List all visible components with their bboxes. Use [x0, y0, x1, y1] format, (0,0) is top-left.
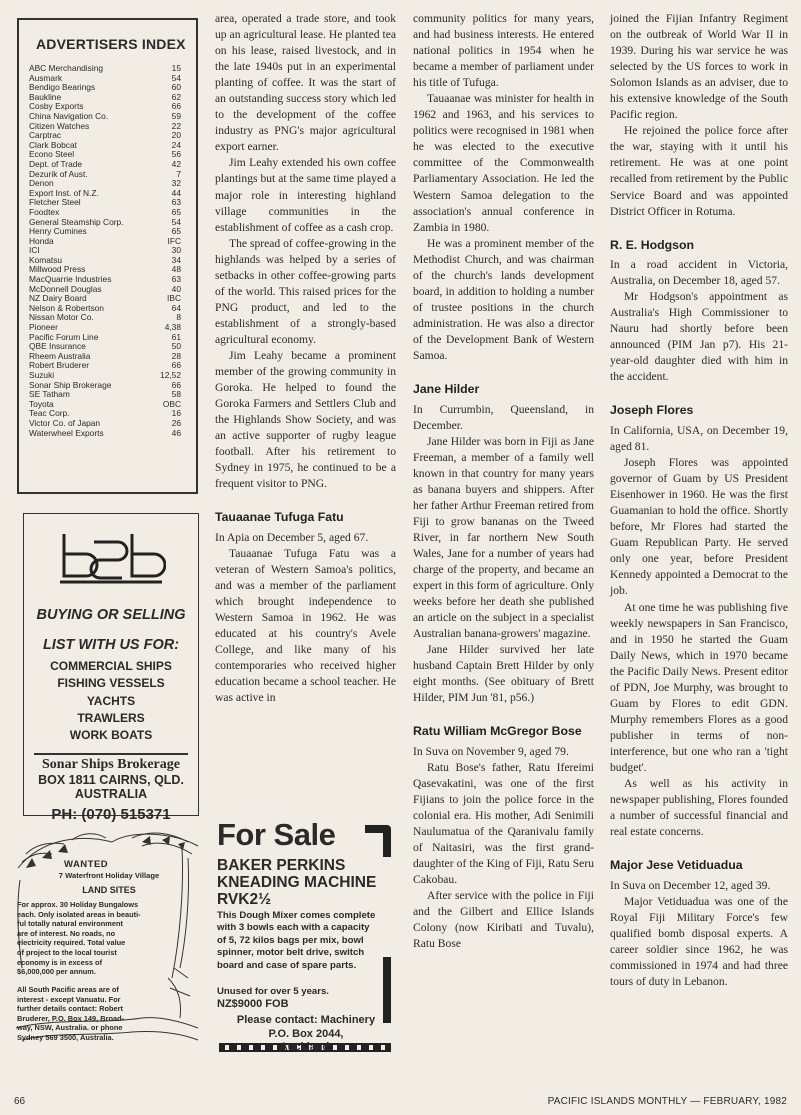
for-sale-machine — [217, 857, 376, 908]
contact-line: Auckland. — [279, 1041, 333, 1053]
advertiser-page: 32 — [171, 178, 181, 189]
machine-line: RVK2½ — [217, 891, 271, 908]
advertiser-name: Foodtex — [29, 206, 60, 217]
wanted-line: electricity required. Total value — [17, 938, 126, 948]
article-paragraph: Joseph Flores was appointed governor of Guam by US President Eisenhower in 1960. He was the first Guamanian to hold the office. Shortly before, Mr Flores had started the Guam Republican Party. He served only one year, before President Kennedy appointed a Democrat to the job. — [610, 456, 788, 598]
article-paragraph: In Currumbin, Queensland, in December. — [413, 402, 594, 432]
advertiser-page: 65 — [171, 226, 181, 237]
advertiser-page: 46 — [171, 427, 181, 438]
advertiser-page: 24 — [171, 139, 181, 150]
advertiser-name: Ausmark — [29, 72, 63, 83]
wanted-subheading: 7 Waterfront Holiday Village — [58, 871, 160, 880]
advertiser-name: Dept. of Trade — [29, 158, 83, 169]
for-sale-ad — [215, 817, 396, 1057]
article-paragraph: At one time he was publishing five weekly newspapers in San Francisco, and in 1950 he started the Guam Daily News, which in 1970 became the Pacific Daily News. Present editor of PDN, Joe Murphy, was brought to Guam by Flores to edit GDN. Murphy remembers Flores as a good publisher in terms of non-interference, but one who ran a 'tight budget'. — [610, 600, 788, 774]
advertiser-page: 50 — [171, 341, 181, 352]
obituary-heading: Jane Hilder — [413, 382, 480, 397]
article-column-3 — [610, 11, 788, 990]
advertiser-page: 22 — [171, 120, 181, 131]
article-paragraph: As well as his activity in newspaper publishing, Flores founded a number of successful financial and real estate concerns. — [610, 777, 788, 839]
bsb-logo — [56, 526, 166, 588]
sonar-item: YACHTS — [86, 693, 136, 708]
obituary-heading: Joseph Flores — [610, 403, 694, 418]
advertiser-page: 15 — [171, 63, 181, 73]
wanted-line: For approx. 30 Holiday Bungalows — [17, 900, 139, 909]
advertiser-name: MacQuarrie Industries — [29, 274, 112, 285]
for-sale-price — [217, 985, 329, 1011]
list-with-us-line: LIST WITH US FOR: — [42, 637, 180, 653]
advertiser-page: 60 — [171, 82, 181, 93]
advertiser-page: IBC — [167, 293, 181, 304]
article-column-2 — [413, 11, 594, 953]
article-paragraph: After service with the police in Fiji and the Gilbert and Ellice Islands Colony (now Kiribati and Tuvalu), Ratu Bose — [413, 889, 594, 951]
wanted-line: $6,000,000 per annum. — [17, 967, 96, 977]
advertiser-name: Robert Bruderer — [29, 360, 90, 371]
page-number: 66 — [14, 1096, 26, 1107]
advertiser-page: 54 — [171, 216, 181, 227]
advertiser-name: Nelson & Robertson — [29, 302, 104, 313]
advertiser-name: Denon — [29, 178, 54, 189]
price-line: NZ$9000 FOB — [217, 998, 289, 1010]
advertiser-page: 65 — [171, 206, 181, 217]
contact-line: Please contact: Machinery — [236, 1014, 376, 1026]
advertiser-name: Rheem Australia — [29, 350, 91, 361]
article-paragraph: Ratu Bose's father, Ratu Ifereimi Qasevakatini, was one of the first Fijians to join the police force in the colonial era. His mother, Adi Senimili Naulumatua of the Qaranivalu family of Naitasiri, was the first grand-daughter of the King of Fiji, Ratu Seru Cakobau. — [413, 760, 594, 887]
article-paragraph: Tauaanae was minister for health in 1962 and 1963, and his services to politics were recognised in 1981 when he was elected to the executive committee of the Commonwealth Parliamentary Association. He led the Western Samoa delegation to the association's annual conference in Zambia in 1980. — [413, 92, 594, 234]
article-paragraph: In a road accident in Victoria, Australia, on December 18, aged 57. — [610, 258, 788, 288]
wanted-line: of project to the local tourist — [17, 947, 117, 957]
wanted-line: ful totally natural environment — [17, 919, 123, 929]
advertisers-list — [29, 64, 188, 438]
advertiser-name: General Steamship Corp. — [29, 216, 124, 227]
advertiser-name: Export Inst. of N.Z. — [29, 187, 99, 198]
article-paragraph: community politics for many years, and had business interests. He entered national politics in 1954 when he became a member of parliament under his title of Tufuga. — [413, 12, 594, 90]
advertiser-page: 40 — [171, 283, 181, 294]
advertiser-name: Clark Bobcat — [29, 139, 77, 150]
obituary-heading: Ratu William McGregor Bose — [413, 724, 582, 739]
wanted-line: Sydney 569 3500, Australia. — [17, 1032, 114, 1042]
advertiser-name: Suzuki — [29, 370, 55, 380]
advertiser-name: Citizen Watches — [29, 120, 90, 131]
wanted-line: interest - except Vanuatu. For — [17, 994, 121, 1004]
for-sale-description: This Dough Mixer comes complete with 3 bowls each with a capacity of 5, 72 kilos bags per mix, bowl spinner, motor belt drive, switch board and case of spare parts. — [217, 910, 376, 971]
advertiser-name: Bendigo Bearings — [29, 82, 96, 93]
advertiser-name: Henry Cumines — [29, 226, 87, 237]
advertiser-page: 44 — [171, 187, 181, 198]
obituary-heading: R. E. Hodgson — [610, 237, 695, 252]
article-paragraph: The spread of coffee-growing in the highlands was helped by a series of setbacks in other coffee-growing parts of the world. This raised prices for the PNG product, and led to the establishment of a strongly-based agricultural economy. — [215, 236, 396, 346]
advertiser-name: Victor Co. of Japan — [29, 417, 101, 428]
advertiser-page: 12,52 — [160, 370, 181, 380]
advertiser-page: 56 — [171, 149, 181, 160]
advertiser-page: 61 — [171, 331, 181, 342]
sonar-item: COMMERCIAL SHIPS — [50, 659, 172, 673]
for-sale-title: For Sale — [217, 817, 336, 852]
article-paragraph: In Suva on November 9, aged 79. — [413, 744, 569, 758]
for-sale-contact — [217, 1014, 395, 1055]
advertiser-name: Nissan Motor Co. — [29, 312, 94, 323]
advertiser-page: OBC — [162, 398, 181, 409]
wanted-paragraph-2 — [17, 985, 124, 1043]
advertiser-name: Teac Corp. — [29, 408, 70, 419]
article-column-1 — [215, 11, 396, 706]
wanted-line: each. Only isolated areas in beauti- — [17, 909, 141, 919]
wanted-line: further details contact: Robert — [17, 1004, 123, 1014]
advertiser-row — [29, 429, 188, 439]
sonar-box-address: BOX 1811 CAIRNS, QLD. — [38, 773, 184, 788]
sonar-phone: PH: (070) 515371 — [51, 806, 171, 824]
advertiser-page: 66 — [171, 101, 181, 112]
advertiser-page: 8 — [176, 312, 181, 323]
advertiser-name: Cosby Exports — [29, 101, 84, 112]
advertiser-row — [29, 237, 188, 247]
article-paragraph: Major Vetiduadua was one of the Royal Fiji Military Force's few qualified bomb disposal experts. A career soldier since 1962, he was commissioned in 1974 and had three tours of duty in Lebanon. — [610, 894, 788, 988]
wanted-line: Bruderer, P.O. Box 149, Broad- — [17, 1013, 125, 1023]
article-paragraph: In Apia on December 5, aged 67. — [215, 530, 369, 544]
article-paragraph: Mr Hodgson's appointment as Australia's High Commissioner to Nauru had shortly before been announced (PIM Jan p7). His 21-year-old daughter died with him in the accident. — [610, 290, 788, 384]
sonar-item: FISHING VESSELS — [57, 676, 165, 691]
sonar-item: TRAWLERS — [77, 710, 145, 725]
advertiser-page: 54 — [171, 72, 181, 83]
advertisers-index-title: ADVERTISERS INDEX — [36, 36, 186, 52]
wanted-paragraph-1 — [17, 900, 141, 977]
advertiser-page: 48 — [171, 264, 181, 275]
advertiser-name: Pioneer — [29, 322, 58, 333]
machine-line: BAKER PERKINS — [217, 857, 346, 874]
wanted-line: economy is in excess of — [17, 957, 103, 967]
sonar-country: AUSTRALIA — [74, 787, 148, 802]
sonar-ships-ad — [23, 513, 199, 824]
advertiser-page: 7 — [176, 168, 181, 179]
advertisers-index — [17, 18, 198, 494]
advertiser-name: McDonnell Douglas — [29, 283, 102, 294]
wanted-line: way, NSW, Australia. or phone — [17, 1023, 123, 1033]
advertiser-page: 34 — [171, 254, 181, 265]
advertiser-page: 16 — [171, 408, 181, 419]
advertiser-page: IFC — [167, 235, 181, 246]
price-line: Unused for over 5 years. — [217, 986, 329, 997]
advertiser-page: 64 — [171, 302, 181, 313]
advertiser-name: Baukline — [29, 91, 62, 102]
advertiser-name: SE Tatham — [29, 389, 70, 400]
buying-selling-line: BUYING OR SELLING — [36, 607, 186, 623]
advertiser-name: Komatsu — [29, 254, 63, 265]
advertiser-page: 63 — [171, 197, 181, 208]
advertiser-name: Toyota — [29, 398, 54, 409]
obituary-heading: Major Jese Vetiduadua — [610, 858, 743, 873]
advertiser-name: Sonar Ship Brokerage — [29, 379, 112, 390]
article-paragraph: He was a prominent member of the Methodist Church, and was chairman of the church's lands development board, in addition to holding a number of trustee positions in the church administration. He was also a director of the Development Bank of Western Samoa. — [413, 236, 594, 362]
contact-line: P.O. Box 2044, — [268, 1027, 344, 1040]
advertiser-name: Millwood Press — [29, 264, 86, 275]
advertiser-page: 30 — [171, 245, 181, 256]
advertiser-name: Dezurik of Aust. — [29, 168, 88, 179]
advertiser-page: 26 — [171, 417, 181, 428]
article-paragraph: Jane Hilder was born in Fiji as Jane Freeman, a member of a family well known in that country for many years as banana buyers and shippers. After her father Arthur Freeman retired from Fiji to grow bananas on the Tweed River, in far northern New South Wales, Jane for a number of years had charge of the property, and became an expert in this form of agriculture. Only weeks before her death she published an article on the subject in a specialist Australian banana-growers' magazine. — [413, 434, 594, 641]
advertiser-page: 20 — [171, 130, 181, 141]
publication-footer: PACIFIC ISLANDS MONTHLY — FEBRUARY, 1982 — [547, 1096, 787, 1107]
article-paragraph: area, operated a trade store, and took up an agricultural lease. He planted tea on his lease, raised livestock, and in the late 1940s put in an experimental planting of coffee. It was the start of an outstanding success story which led to the development of the coffee industry as PNG's major agricultural export earner. — [215, 12, 396, 154]
article-paragraph: In California, USA, on December 19, aged 81. — [610, 423, 788, 454]
advertiser-name: Fletcher Steel — [29, 197, 81, 208]
advertiser-name: ABC Merchandising — [29, 63, 104, 73]
wanted-land-ad — [12, 828, 202, 1050]
advertiser-page: 59 — [171, 110, 181, 121]
advertiser-name: Pacific Forum Line — [29, 331, 99, 342]
wanted-line: are of interest. No roads, no — [17, 928, 116, 938]
land-sites-heading: LAND SITES — [82, 885, 136, 895]
advertiser-page: 28 — [171, 350, 181, 361]
advertiser-page: 63 — [171, 274, 181, 285]
advertiser-page: 66 — [171, 379, 181, 390]
advertiser-page: 62 — [171, 91, 181, 102]
advertiser-name: NZ Dairy Board — [29, 293, 87, 304]
machine-line: KNEADING MACHINE — [217, 874, 377, 891]
advertiser-name: China Navigation Co. — [29, 110, 109, 121]
advertiser-name: Econo Steel — [29, 149, 75, 160]
advertiser-name: QBE Insurance — [29, 341, 86, 352]
advertiser-page: 4,38 — [164, 322, 181, 333]
article-paragraph: Jim Leahy extended his own coffee plantings but at the same time played a major role in interesting highland village communities in the establishment of coffee as a cash crop. — [215, 156, 396, 234]
advertiser-name: Waterwheel Exports — [29, 427, 104, 438]
advertiser-name: Carptrac — [29, 130, 62, 141]
obituary-heading: Tauaanae Tufuga Fatu — [215, 510, 344, 525]
article-paragraph: Jim Leahy became a prominent member of the growing community in Goroka. He helped to found the Goroka Farmers and Settlers Club and the Highlands Show Society, and was an active supporter of rugby league football. After his retirement to Sydney in 1975, he continued to be a frequent visitor to PNG. — [215, 348, 396, 491]
article-paragraph: In Suva on December 12, aged 39. — [610, 878, 771, 892]
advertiser-page: 42 — [171, 158, 181, 169]
article-paragraph: Jane Hilder survived her late husband Captain Brett Hilder by only eight months. (See obituary of Brett Hilder, PIM Jun '81, p56.) — [413, 643, 594, 705]
sonar-firm-name: Sonar Ships Brokerage — [34, 753, 188, 773]
advertiser-name: ICI — [29, 245, 40, 256]
advertiser-name: Honda — [29, 235, 54, 246]
article-paragraph: He rejoined the police force after the war, staying with it until his retirement. He was at one point recalled from retirement by the Public Service Board and was appointed District Officer in Rotuma. — [610, 124, 788, 218]
advertiser-page: 58 — [171, 389, 181, 400]
sonar-item: WORK BOATS — [69, 728, 153, 743]
wanted-line: All South Pacific areas are of — [17, 985, 119, 994]
advertiser-page: 66 — [171, 360, 181, 371]
wanted-heading: WANTED — [64, 859, 109, 870]
article-paragraph: joined the Fijian Infantry Regiment on the outbreak of World War II in 1939. During his war service he was selected by the US forces to work in Solomon Islands as an adviser, due to his extensive knowledge of the South Pacific region. — [610, 12, 788, 122]
article-paragraph: Tauaanae Tufuga Fatu was a veteran of Western Samoa's politics, and was a member of the parliament which brought independence to Western Samoa in 1962. He was educated at his country's Avele College, and like many of his contemporaries who received higher education became a school teacher. He was active in — [215, 546, 396, 705]
